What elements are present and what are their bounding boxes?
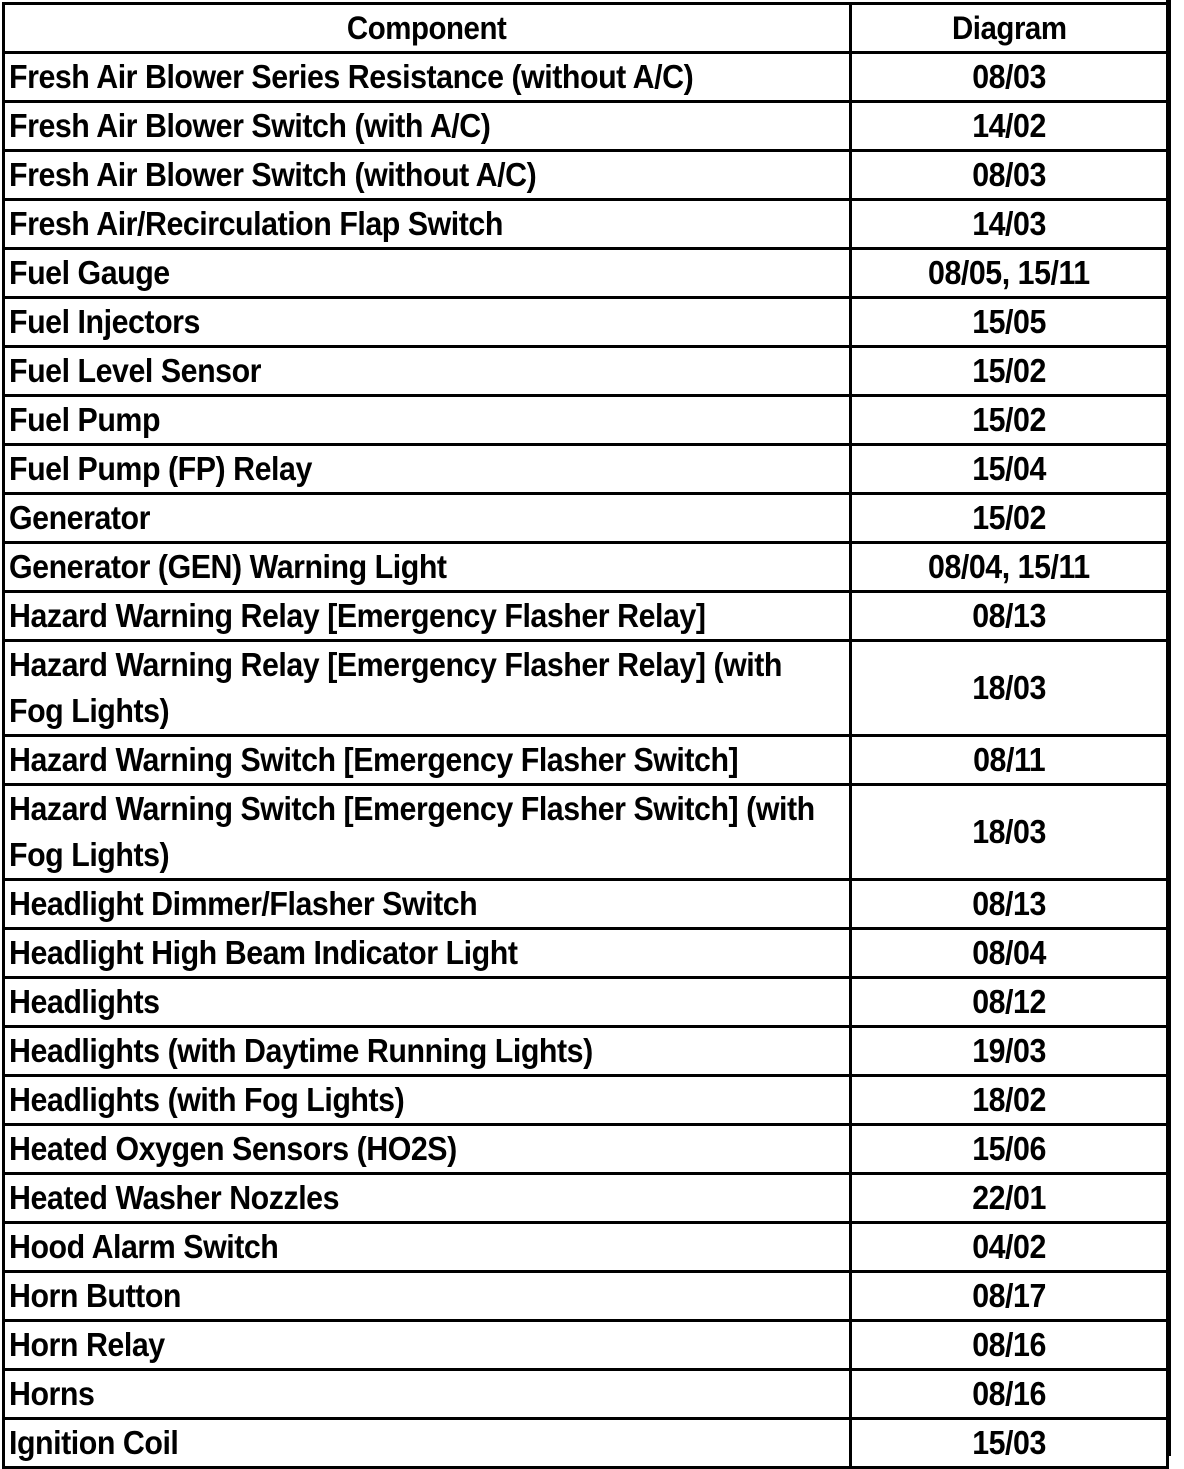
- component-cell: [4, 592, 851, 641]
- component-cell: [4, 1125, 851, 1174]
- diagram-cell: [851, 880, 1168, 929]
- diagram-cell: [851, 53, 1168, 102]
- component-name: Fresh Air Blower Switch (without A/C): [9, 156, 537, 193]
- diagram-reference: 15/04: [972, 450, 1046, 487]
- table-row: [4, 929, 1168, 978]
- diagram-reference: 15/02: [972, 352, 1046, 389]
- component-cell: [4, 1321, 851, 1370]
- component-name: Headlight Dimmer/Flasher Switch: [9, 885, 478, 922]
- component-name: Fresh Air/Recirculation Flap Switch: [9, 205, 503, 242]
- table-row: [4, 53, 1168, 102]
- component-cell: [4, 1076, 851, 1125]
- component-cell: [4, 1174, 851, 1223]
- diagram-reference: 08/13: [972, 597, 1046, 634]
- table-row: [4, 151, 1168, 200]
- table-row: [4, 1125, 1168, 1174]
- component-name: Headlight High Beam Indicator Light: [9, 934, 518, 971]
- component-name: Fresh Air Blower Series Resistance (without A/C): [9, 58, 694, 95]
- component-name: Ignition Coil: [9, 1424, 179, 1461]
- diagram-cell: [851, 396, 1168, 445]
- diagram-cell: [851, 1125, 1168, 1174]
- diagram-cell: [851, 151, 1168, 200]
- diagram-reference: 15/05: [972, 303, 1046, 340]
- component-name: Hazard Warning Switch [Emergency Flasher Switch] (with Fog Lights): [9, 790, 815, 873]
- component-name: Horn Relay: [9, 1326, 165, 1363]
- table-row: [4, 1419, 1168, 1468]
- diagram-cell: [851, 543, 1168, 592]
- diagram-reference: 15/06: [972, 1130, 1046, 1167]
- component-name: Fuel Gauge: [9, 254, 170, 291]
- diagram-cell: [851, 494, 1168, 543]
- component-cell: [4, 151, 851, 200]
- component-name: Fresh Air Blower Switch (with A/C): [9, 107, 491, 144]
- table-row: [4, 785, 1168, 880]
- component-name: Horns: [9, 1375, 95, 1412]
- diagram-cell: [851, 1223, 1168, 1272]
- component-name: Heated Oxygen Sensors (HO2S): [9, 1130, 457, 1167]
- component-name: Hazard Warning Switch [Emergency Flasher Switch]: [9, 741, 739, 778]
- table-row: [4, 1027, 1168, 1076]
- table-row: [4, 347, 1168, 396]
- diagram-cell: [851, 1027, 1168, 1076]
- diagram-cell: [851, 1272, 1168, 1321]
- diagram-reference: 18/03: [972, 669, 1046, 706]
- diagram-reference: 08/16: [972, 1326, 1046, 1363]
- column-header-component: Component: [4, 4, 851, 53]
- table-row: [4, 494, 1168, 543]
- component-cell: [4, 53, 851, 102]
- component-cell: [4, 200, 851, 249]
- diagram-cell: [851, 736, 1168, 785]
- diagram-reference: 19/03: [972, 1032, 1046, 1069]
- diagram-reference: 18/02: [972, 1081, 1046, 1118]
- diagram-cell: [851, 298, 1168, 347]
- diagram-reference: 18/03: [972, 813, 1046, 850]
- table-row: [4, 298, 1168, 347]
- component-name: Fuel Pump: [9, 401, 161, 438]
- table-row: [4, 978, 1168, 1027]
- table-row: [4, 102, 1168, 151]
- table-row: [4, 543, 1168, 592]
- component-cell: [4, 880, 851, 929]
- table-body: [4, 53, 1168, 1468]
- component-cell: [4, 736, 851, 785]
- component-name: Horn Button: [9, 1277, 181, 1314]
- diagram-reference: 08/04: [972, 934, 1046, 971]
- diagram-cell: [851, 200, 1168, 249]
- component-name: Hazard Warning Relay [Emergency Flasher Relay]: [9, 597, 706, 634]
- component-name: Fuel Level Sensor: [9, 352, 262, 389]
- table-row: [4, 592, 1168, 641]
- component-name: Headlights: [9, 983, 160, 1020]
- diagram-reference: 14/02: [972, 107, 1046, 144]
- component-cell: [4, 978, 851, 1027]
- component-cell: [4, 785, 851, 880]
- table-row: [4, 445, 1168, 494]
- component-name: Fuel Injectors: [9, 303, 200, 340]
- component-name: Hazard Warning Relay [Emergency Flasher Relay] (with Fog Lights): [9, 646, 782, 729]
- diagram-reference: 15/02: [972, 401, 1046, 438]
- table-row: [4, 1223, 1168, 1272]
- diagram-reference: 22/01: [972, 1179, 1046, 1216]
- column-header-diagram: Diagram: [851, 4, 1168, 53]
- diagram-reference: 08/03: [972, 58, 1046, 95]
- diagram-reference: 15/03: [972, 1424, 1046, 1461]
- table-row: [4, 1076, 1168, 1125]
- diagram-reference: 08/12: [972, 983, 1046, 1020]
- diagram-cell: [851, 102, 1168, 151]
- component-cell: [4, 1370, 851, 1419]
- diagram-cell: [851, 641, 1168, 736]
- diagram-cell: [851, 1370, 1168, 1419]
- component-name: Generator: [9, 499, 150, 536]
- component-cell: [4, 1272, 851, 1321]
- diagram-cell: [851, 929, 1168, 978]
- component-name: Hood Alarm Switch: [9, 1228, 279, 1265]
- component-cell: [4, 1223, 851, 1272]
- diagram-reference: 08/16: [972, 1375, 1046, 1412]
- component-cell: [4, 102, 851, 151]
- diagram-cell: [851, 1076, 1168, 1125]
- component-cell: [4, 1419, 851, 1468]
- diagram-reference: 08/17: [972, 1277, 1046, 1314]
- diagram-cell: [851, 1321, 1168, 1370]
- diagram-cell: [851, 978, 1168, 1027]
- diagram-cell: [851, 347, 1168, 396]
- table-row: [4, 1272, 1168, 1321]
- diagram-cell: [851, 592, 1168, 641]
- table-row: [4, 880, 1168, 929]
- table-row: [4, 1321, 1168, 1370]
- component-name: Headlights (with Fog Lights): [9, 1081, 405, 1118]
- table-row: [4, 200, 1168, 249]
- component-name: Generator (GEN) Warning Light: [9, 548, 447, 585]
- diagram-reference: 08/04, 15/11: [928, 548, 1090, 585]
- table-row: [4, 1174, 1168, 1223]
- component-name: Fuel Pump (FP) Relay: [9, 450, 312, 487]
- diagram-reference: 04/02: [972, 1228, 1046, 1265]
- component-cell: [4, 347, 851, 396]
- diagram-reference: 08/11: [972, 741, 1045, 778]
- table-row: [4, 1370, 1168, 1419]
- diagram-reference: 08/03: [972, 156, 1046, 193]
- component-cell: [4, 543, 851, 592]
- diagram-cell: [851, 785, 1168, 880]
- diagram-cell: [851, 1419, 1168, 1468]
- component-cell: [4, 396, 851, 445]
- diagram-reference: 14/03: [972, 205, 1046, 242]
- diagram-reference: 15/02: [972, 499, 1046, 536]
- component-cell: [4, 445, 851, 494]
- diagram-cell: [851, 249, 1168, 298]
- component-cell: [4, 1027, 851, 1076]
- table-row: [4, 396, 1168, 445]
- component-cell: [4, 641, 851, 736]
- component-cell: [4, 298, 851, 347]
- diagram-cell: [851, 445, 1168, 494]
- diagram-reference: 08/05, 15/11: [928, 254, 1090, 291]
- diagram-cell: [851, 1174, 1168, 1223]
- component-cell: [4, 249, 851, 298]
- component-cell: [4, 929, 851, 978]
- table-row: [4, 249, 1168, 298]
- table-row: [4, 736, 1168, 785]
- table-row: [4, 641, 1168, 736]
- component-name: Headlights (with Daytime Running Lights): [9, 1032, 593, 1069]
- table-header-row: [4, 4, 1168, 53]
- diagram-reference: 08/13: [972, 885, 1046, 922]
- component-name: Heated Washer Nozzles: [9, 1179, 340, 1216]
- component-cell: [4, 494, 851, 543]
- component-diagram-table: [2, 2, 1169, 1469]
